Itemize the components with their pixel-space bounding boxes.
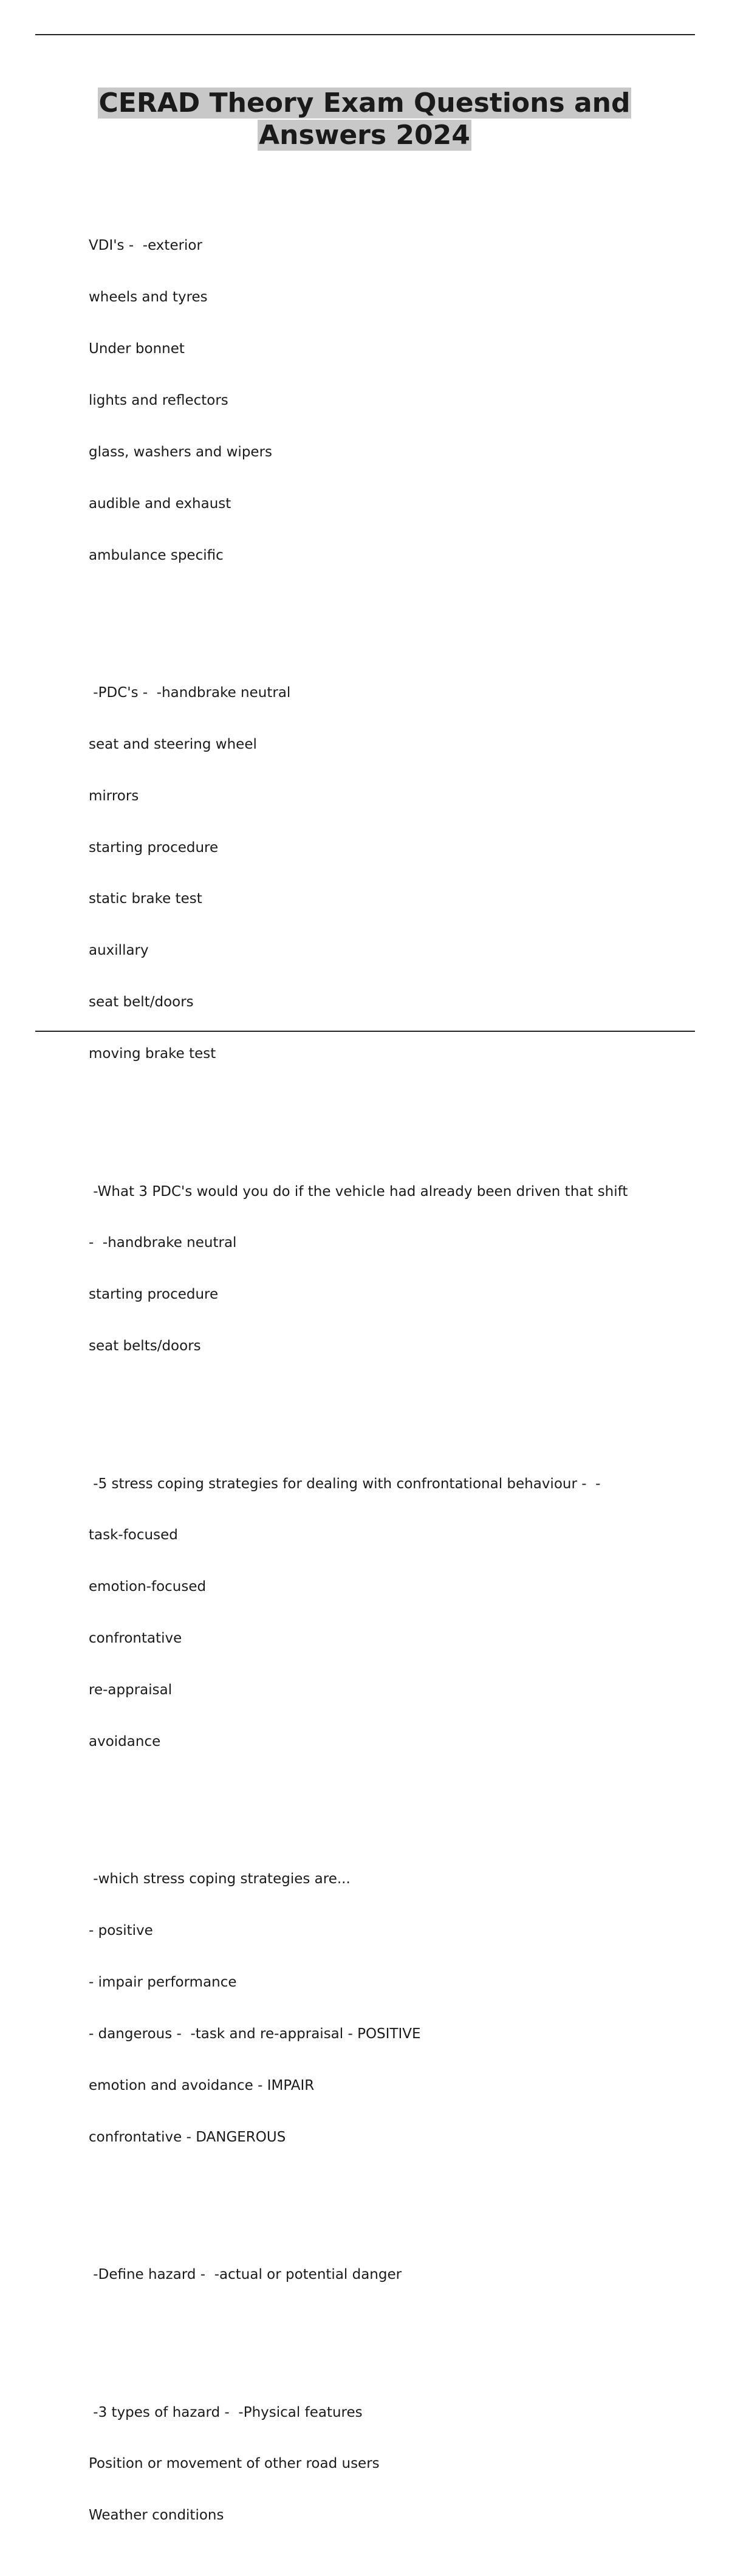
text-line: seat belts/doors [89,1338,201,1355]
text-line: - impair performance [89,1974,237,1991]
qa-block-vdi [89,203,696,599]
text-line: lights and reflectors [89,392,228,408]
text-line: starting procedure [89,839,219,856]
text-line: ambulance specific [89,547,224,563]
text-line: Position or movement of other road users [89,2456,380,2472]
text-line: -PDC's - -handbrake neutral [89,684,291,701]
text-line: -Define hazard - -actual or potential danger [89,2267,402,2283]
top-rule [35,34,695,35]
text-line: starting procedure [89,1286,219,1303]
bottom-rule [35,1031,695,1032]
text-line: confrontative [89,1630,182,1647]
qa-block-pdc [89,650,696,1097]
text-line: confrontative - DANGEROUS [89,2129,286,2145]
text-line: seat belt/doors [89,994,194,1011]
title-line-2: Answers 2024 [259,120,470,151]
text-line: VDI's - -exterior [89,238,202,254]
text-line: seat and steering wheel [89,736,257,752]
text-line: re-appraisal [89,1682,173,1698]
title-line-1: CERAD Theory Exam Questions and [98,88,631,118]
text-line: static brake test [89,891,202,907]
qa-block-strategy-types [89,1836,696,2180]
text-line: Weather conditions [89,2507,224,2524]
text-line: emotion and avoidance - IMPAIR [89,2077,315,2093]
text-line: mirrors [89,788,139,804]
text-line: -5 stress coping strategies for dealing with confrontational behaviour - - [89,1475,601,1492]
qa-block-three-pdcs [89,1149,696,1389]
text-line: emotion-focused [89,1579,207,1595]
text-line: Under bonnet [89,340,185,357]
text-line: -3 types of hazard - -Physical features [89,2404,363,2420]
text-line: auxillary [89,943,149,959]
qa-block-coping-strategies [89,1441,696,1785]
qa-body [89,168,696,2576]
text-line: task-focused [89,1527,178,1544]
text-line: -which stress coping strategies are... [89,1871,351,1887]
text-line: moving brake test [89,1046,216,1062]
text-line: avoidance [89,1734,161,1750]
document-title [0,87,729,151]
text-line: glass, washers and wipers [89,444,273,460]
text-line: - positive [89,1923,153,1939]
text-line: -What 3 PDC's would you do if the vehicle had already been driven that shift [89,1183,628,1200]
text-line: - dangerous - -task and re-appraisal - POSITIVE [89,2026,421,2042]
qa-block-define-hazard [89,2232,696,2318]
text-line: - -handbrake neutral [89,1235,237,1251]
text-line: audible and exhaust [89,495,231,512]
qa-block-hazard-types [89,2369,696,2558]
text-line: wheels and tyres [89,289,208,306]
